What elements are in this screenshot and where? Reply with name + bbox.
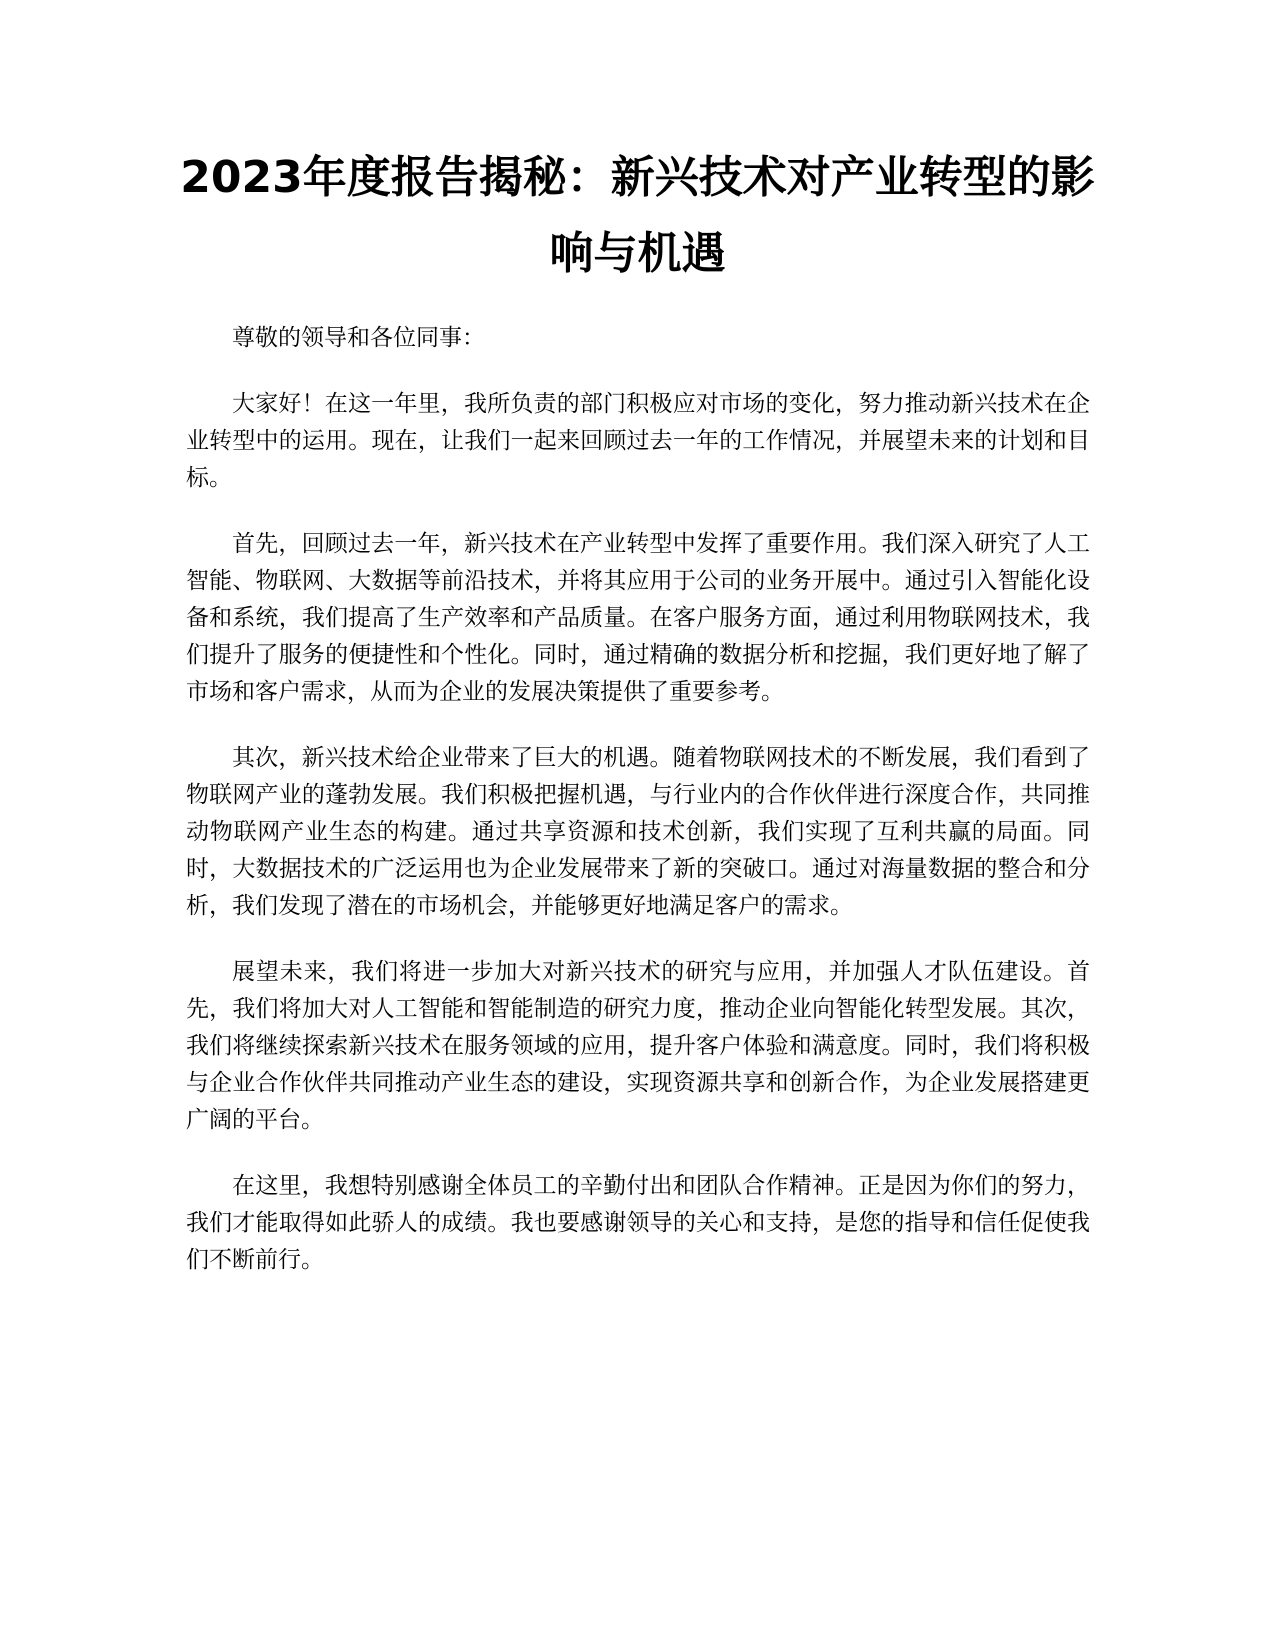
document-title: 2023年度报告揭秘：新兴技术对产业转型的影响与机遇 (180, 152, 1095, 279)
document-body (186, 320, 1090, 1308)
paragraph-opportunities: 其次，新兴技术给企业带来了巨大的机遇。随着物联网技术的不断发展，我们看到了物联网产业的蓬勃发展。我们积极把握机遇，与行业内的合作伙伴进行深度合作，共同推动物联网产业生态的构建。通过共享资源和技术创新，我们实现了互利共赢的局面。同时，大数据技术的广泛运用也为企业发展带来了新的突破口。通过对海量数据的整合和分析，我们发现了潜在的市场机会，并能够更好地满足客户的需求。 (186, 745, 1090, 919)
paragraph-outlook: 展望未来，我们将进一步加大对新兴技术的研究与应用，并加强人才队伍建设。首先，我们将加大对人工智能和智能制造的研究力度，推动企业向智能化转型发展。其次，我们将继续探索新兴技术在服务领域的应用，提升客户体验和满意度。同时，我们将积极与企业合作伙伴共同推动产业生态的建设，实现资源共享和创新合作，为企业发展搭建更广阔的平台。 (186, 959, 1090, 1133)
paragraph-intro: 大家好！在这一年里，我所负责的部门积极应对市场的变化，努力推动新兴技术在企业转型中的运用。现在，让我们一起来回顾过去一年的工作情况，并展望未来的计划和目标。 (186, 391, 1090, 491)
paragraph-thanks: 在这里，我想特别感谢全体员工的辛勤付出和团队合作精神。正是因为你们的努力，我们才能取得如此骄人的成绩。我也要感谢领导的关心和支持，是您的指导和信任促使我们不断前行。 (186, 1173, 1090, 1273)
paragraph-review: 首先，回顾过去一年，新兴技术在产业转型中发挥了重要作用。我们深入研究了人工智能、物联网、大数据等前沿技术，并将其应用于公司的业务开展中。通过引入智能化设备和系统，我们提高了生产效率和产品质量。在客户服务方面，通过利用物联网技术，我们提升了服务的便捷性和个性化。同时，通过精确的数据分析和挖掘，我们更好地了解了市场和客户需求，从而为企业的发展决策提供了重要参考。 (186, 531, 1090, 705)
salutation: 尊敬的领导和各位同事： (232, 325, 485, 351)
